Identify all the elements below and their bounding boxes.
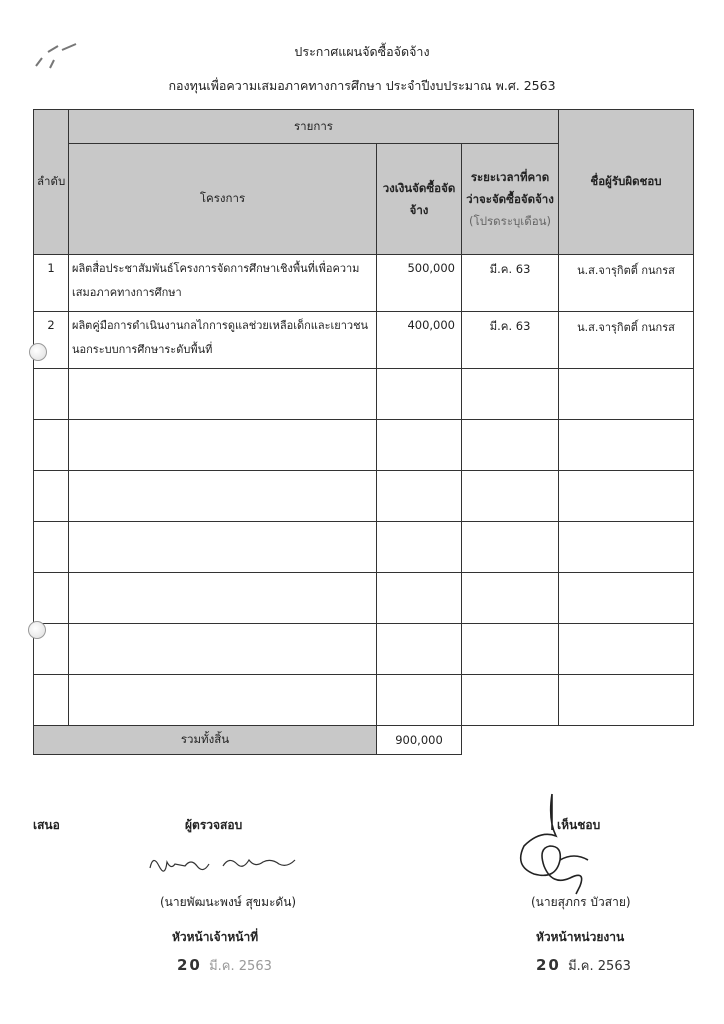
total-label: รวมทั้งสิ้น (34, 726, 377, 755)
procurement-plan-table (33, 109, 694, 755)
row-budget: 400,000 (377, 312, 462, 369)
row-project: ผลิตคู่มือการดำเนินงานกลไกการดูแลช่วยเหลือเด็กและเยาวชนนอกระบบการศึกษาระดับพื้นที่ (69, 312, 377, 369)
empty-row (34, 573, 694, 624)
reviewer-label: ผู้ตรวจสอบ (185, 818, 243, 832)
header-responsible: ชื่อผู้รับผิดชอบ (559, 110, 694, 255)
reviewer-position: หัวหน้าเจ้าหน้าที่ (172, 930, 259, 944)
empty-row (34, 369, 694, 420)
header-project: โครงการ (69, 144, 377, 255)
approver-name: (นายสุภกร บัวสาย) (531, 895, 631, 909)
row-time: มี.ค. 63 (462, 312, 559, 369)
empty-row (34, 675, 694, 726)
punch-hole (29, 343, 47, 361)
reviewer-date-stamp: 20 มี.ค. 2563 (177, 956, 272, 974)
table-row (34, 255, 694, 312)
header-no: ลำดับ (34, 110, 69, 255)
row-no: 1 (34, 255, 69, 312)
document-title: ประกาศแผนจัดซื้อจัดจ้าง (294, 44, 430, 59)
approver-date-stamp: 20 มี.ค. 2563 (536, 956, 631, 974)
row-budget: 500,000 (377, 255, 462, 312)
row-responsible: น.ส.จารุกิตติ์ กนกรส (559, 255, 694, 312)
row-responsible: น.ส.จารุกิตติ์ กนกรส (559, 312, 694, 369)
header-time-hint: (โปรดระบุเดือน) (469, 214, 551, 228)
approve-label: เห็นชอบ (557, 818, 601, 832)
row-time: มี.ค. 63 (462, 255, 559, 312)
empty-row (34, 420, 694, 471)
punch-hole (28, 621, 46, 639)
table-row (34, 312, 694, 369)
propose-label: เสนอ (33, 818, 60, 832)
empty-row (34, 522, 694, 573)
row-no: 2 (34, 312, 69, 369)
row-project: ผลิตสื่อประชาสัมพันธ์โครงการจัดการศึกษาเชิงพื้นที่เพื่อความเสมอภาคทางการศึกษา (69, 255, 377, 312)
total-row (34, 726, 694, 755)
empty-row (34, 471, 694, 522)
reviewer-name: (นายพัฒนะพงษ์ สุขมะดัน) (160, 895, 297, 909)
header-items: รายการ (69, 110, 559, 144)
reviewer-signature (145, 848, 305, 878)
empty-row (34, 624, 694, 675)
header-budget: วงเงินจัดซื้อจัดจ้าง (377, 144, 462, 255)
total-value: 900,000 (377, 726, 462, 755)
document-subtitle: กองทุนเพื่อความเสมอภาคทางการศึกษา ประจำปีงบประมาณ พ.ศ. 2563 (168, 78, 556, 93)
approver-position: หัวหน้าหน่วยงาน (536, 930, 625, 944)
header-time: ระยะเวลาที่คาดว่าจะจัดซื้อจัดจ้าง (โปรดระบุเดือน) (462, 144, 559, 255)
approver-signature (500, 790, 610, 900)
